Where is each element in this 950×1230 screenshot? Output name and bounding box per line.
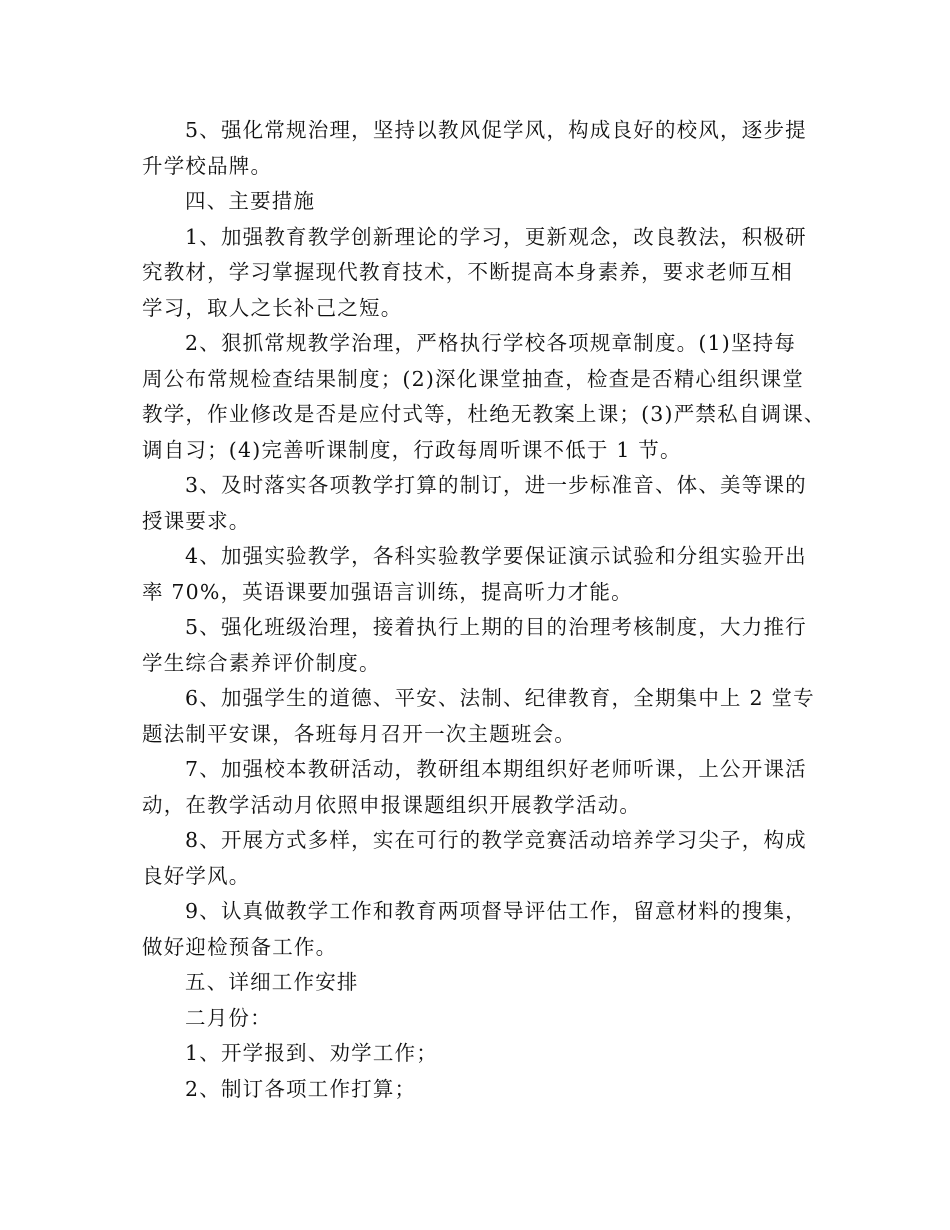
list-item-text: 2、制订各项工作打算； bbox=[185, 1076, 417, 1101]
section-heading-measures bbox=[142, 184, 832, 220]
list-item-text: 1、开学报到、劝学工作； bbox=[185, 1041, 438, 1065]
text-line: 究教材，学习掌握现代教育技术，不断提高本身素养，要求老师互相 bbox=[142, 260, 793, 284]
paragraph-measure-7 bbox=[142, 752, 832, 823]
paragraph-measure-9 bbox=[142, 894, 832, 965]
text-line: 升学校品牌。 bbox=[142, 153, 273, 178]
document-body bbox=[142, 113, 832, 1107]
text-line: 良好学风。 bbox=[142, 863, 251, 888]
text-line: 周公布常规检查结果制度；(2)深化课堂抽查，检查是否精心组织课堂 bbox=[142, 366, 804, 391]
text-line: 3、及时落实各项教学打算的制订，进一步标准音、体、美等课的 bbox=[185, 473, 807, 497]
heading-text: 四、主要措施 bbox=[185, 189, 316, 213]
paragraph-measure-6 bbox=[142, 681, 832, 752]
list-item-2 bbox=[142, 1072, 832, 1108]
month-heading-february bbox=[142, 1001, 832, 1037]
text-line: 2、狠抓常规教学治理，严格执行学校各项规章制度。(1)坚持每 bbox=[185, 331, 797, 355]
paragraph-measure-2 bbox=[142, 326, 832, 468]
text-line: 题法制平安课，各班每月召开一次主题班会。 bbox=[142, 721, 576, 746]
paragraph-measure-3 bbox=[142, 468, 832, 539]
text-line: 5、强化常规治理，坚持以教风促学风，构成良好的校风，逐步提 bbox=[185, 118, 807, 142]
list-item-1 bbox=[142, 1036, 832, 1072]
text-line: 学生综合素养评价制度。 bbox=[142, 650, 381, 675]
heading-text: 二月份： bbox=[185, 1005, 272, 1030]
text-line: 调自习；(4)完善听课制度，行政每周听课不低于 1 节。 bbox=[142, 437, 682, 462]
text-line: 教学，作业修改是否是应付式等，杜绝无教案上课；(3)严禁私自调课、 bbox=[142, 402, 826, 426]
text-line: 9、认真做教学工作和教育两项督导评估工作，留意材料的搜集， bbox=[185, 899, 807, 923]
paragraph-measure-5 bbox=[142, 610, 832, 681]
section-heading-schedule bbox=[142, 965, 832, 1001]
paragraph-measure-8 bbox=[142, 823, 832, 894]
text-line: 授课要求。 bbox=[142, 508, 251, 533]
text-line: 8、开展方式多样，实在可行的教学竞赛活动培养学习尖子，构成 bbox=[185, 828, 807, 852]
text-line: 7、加强校本教研活动，教研组本期组织好老师听课，上公开课活 bbox=[185, 757, 807, 781]
text-line: 5、强化班级治理，接着执行上期的目的治理考核制度，大力推行 bbox=[185, 615, 807, 639]
text-line: 1、加强教育教学创新理论的学习，更新观念，改良教法，积极研 bbox=[185, 224, 807, 249]
paragraph-goal-5 bbox=[142, 113, 832, 184]
text-line: 动，在教学活动月依照申报课题组织开展教学活动。 bbox=[142, 792, 642, 817]
text-line: 做好迎检预备工作。 bbox=[142, 934, 338, 959]
paragraph-measure-4 bbox=[142, 539, 832, 610]
text-line: 学习，取人之长补己之短。 bbox=[142, 295, 403, 320]
paragraph-measure-1 bbox=[142, 220, 832, 327]
text-line: 率 70%，英语课要加强语言训练，提高听力才能。 bbox=[142, 579, 633, 604]
text-line: 4、加强实验教学，各科实验教学要保证演示试验和分组实验开出 bbox=[185, 544, 807, 568]
heading-text: 五、详细工作安排 bbox=[185, 970, 359, 994]
text-line: 6、加强学生的道德、平安、法制、纪律教育，全期集中上 2 堂专 bbox=[185, 686, 815, 710]
